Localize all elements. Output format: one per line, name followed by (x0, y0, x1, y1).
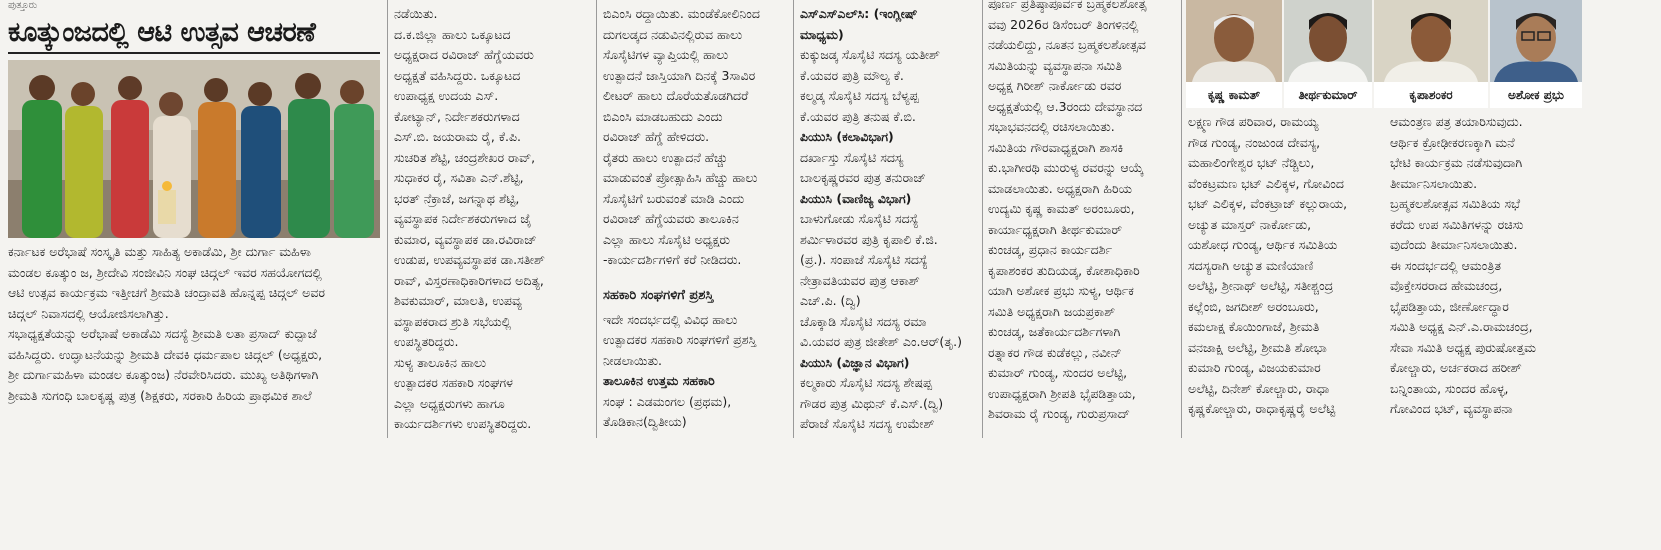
text-line: ಎಲ್ಲಾ ಹಾಲು ಸೊಸೈಟಿ ಅಧ್ಯಕ್ಷರು (603, 231, 731, 247)
text-line: ಕಾರ್ಯದರ್ಶಿಗಳು ಉಪಸ್ಥಿತರಿದ್ದರು. (394, 416, 532, 431)
text-line: ಸಮಿತಿ ಅಧ್ಯಕ್ಷರಾಗಿ ಜಯಪ್ರಕಾಶ್ (988, 303, 1116, 319)
text-line: ನೇತ್ರಾವತಿಯವರ ಪುತ್ರ ಆಕಾಶ್ (800, 272, 920, 288)
text-line: ಭರತ್ ನೆಕ್ರಾಜೆ, ಜಗನ್ನಾಥ ಶೆಟ್ಟಿ, (394, 190, 520, 206)
person-photo (1374, 0, 1488, 82)
text-line: ಕೃಪಾಶಂಕರ ತುದಿಯಡ್ಕ, ಕೋಶಾಧಿಕಾರಿ (988, 262, 1140, 278)
column-4 (800, 4, 978, 442)
text-line: ಸುಚರಿತ ಶೆಟ್ಟಿ, ಚಂದ್ರಶೇಖರ ರಾವ್, (394, 149, 536, 165)
text-line: ತಾಲೂಕಿನ ಉತ್ತಮ ಸಹಕಾರಿ (603, 373, 715, 388)
text-line: ಮಾಡಲಾಯಿತು. ಅಧ್ಯಕ್ಷರಾಗಿ ಹಿರಿಯ (988, 180, 1132, 196)
text-line: ರಾವ್, ವಿಸ್ತರಣಾಧಿಕಾರಿಗಳಾದ ಅದಿತ್ಯ, (394, 272, 544, 288)
text-line: ಸುಧಾಕರ ರೈ, ಸವಿತಾ ಎನ್.ಶೆಟ್ಟಿ, (394, 170, 524, 185)
subheading: ಸಹಕಾರಿ ಸಂಘಗಳಿಗೆ ಪ್ರಶಸ್ತಿ (603, 287, 714, 303)
text-line: ಯಾಗಿ ಅಶೋಕ ಪ್ರಭು ಸುಳ್ಯ, ಆರ್ಥಿಕ (988, 283, 1134, 298)
text-line: ಸಭಾಭವನದಲ್ಲಿ ರಚಿಸಲಾಯಿತು. (988, 119, 1115, 134)
text-line: ಶಿವರಾಮ ರೈ ಗುಂಡ್ಯ, ಗುರುಪ್ರಸಾದ್ (988, 406, 1130, 421)
text-line: ವಸ್ಥಾಪಕರಾದ ಶ್ರುತಿ ಸಭೆಯಲ್ಲಿ (394, 313, 512, 329)
text-line: ಬಾಲಕೃಷ್ಣರವರ ಪುತ್ರ ತನುರಾಜ್ (800, 170, 926, 185)
text-line: ಅಲೆಟ್ಟಿ, ಶ್ರೀನಾಥ್ ಅಲೆಟ್ಟಿ, ಸತೀಶ್ಚಂದ್ರ (1188, 278, 1334, 293)
text-line: ವುದೆಂದು ತೀರ್ಮಾನಿಸಲಾಯಿತು. (1390, 237, 1518, 252)
column-divider (793, 0, 794, 438)
text-line: ಅಚ್ಯುತ ಮಾಸ್ತರ್ ನಾರ್ಕೋಡು, (1188, 216, 1312, 232)
headline-underline (8, 52, 380, 54)
text-line: ಅಧ್ಯಕ್ಷತೆಯಲ್ಲಿ ಆ.3ರಂದು ದೇವಸ್ಥಾನದ (988, 98, 1143, 114)
portrait (1186, 0, 1282, 108)
text-line: ದುಗಲಡ್ಕದ ನಡುವಿನಲ್ಲಿರುವ ಹಾಲು (603, 26, 743, 42)
text-line: ಉದ್ಯಮಿ ಕೃಷ್ಣ ಕಾಮತ್ ಅರಂಬೂರು, (988, 201, 1135, 216)
text-line: ವೊಕ್ತೇಸರರಾದ ಹೇಮಚಂದ್ರ, (1390, 278, 1503, 293)
text-line: ರತ್ನಾಕರ ಗೌಡ ಕುಡೆಕಲ್ಲು, ನವೀನ್ (988, 344, 1122, 360)
portrait-caption: ಕೃಷ್ಣ ಕಾಮತ್ (1186, 82, 1282, 108)
text-line: ಸೇವಾ ಸಮಿತಿ ಅಧ್ಯಕ್ಷ ಪುರುಷೋತ್ತಮ (1390, 339, 1537, 355)
article-kootkunja (8, 0, 380, 438)
text-line: ಗೌಡರ ಪುತ್ರ ಮಿಥುನ್ ಕೆ.ಎಸ್.(ದ್ವಿ) (800, 395, 944, 411)
text-line: ಪೂರ್ಣ ಪ್ರತಿಷ್ಠಾಪೂರ್ವಕ ಬ್ರಹ್ಮಕಲಶೋತ್ಸ (988, 0, 1147, 11)
text-line: ಪಿಯುಸಿ (ವಾಣಿಜ್ಯ ವಿಭಾಗ) (800, 190, 912, 206)
text-line: ಕು.ಭಾಗೀರಥಿ ಮುರುಳ್ಯ ರವರನ್ನು ಆಯ್ಕೆ (988, 160, 1144, 175)
text-line: ಕಲ್ಲೆಂಬಿ, ಜಗದೀಶ್ ಅರಂಬೂರು, (1188, 298, 1319, 314)
text-line: ಸಭಾಧ್ಯಕ್ಷತೆಯನ್ನು ಅರೆಭಾಷೆ ಅಕಾಡೆಮಿ ಸದಸ್ಯೆ ಶ್ರೀಮತಿ ಲತಾ ಪ್ರಸಾದ್ ಕುದ್ಪಾಜೆ (8, 326, 317, 341)
text-line: ತೊಡಿಕಾನ(ದ್ವಿತೀಯ) (603, 414, 687, 429)
text-line: ಶ್ರೀ ದುರ್ಗಾಮಹಿಳಾ ಮಂಡಲ ಕೂತ್ಕುಂಜ) ನೆರವೇರಿಸಿದರು. ಮುಖ್ಯ ಅತಿಥಿಗಳಾಗಿ (8, 367, 319, 382)
person-photo (1490, 0, 1582, 82)
text-line: ಅಲೆಟ್ಟಿ, ದಿನೇಶ್ ಕೋಲ್ಚಾರು, ರಾಧಾ (1188, 380, 1330, 396)
text-line: ಬಿಎಂಸಿ ಮಾಡಬಹುದು ಎಂದು (603, 108, 723, 124)
text-line: ತೀರ್ಮಾನಿಸಲಾಯಿತು. (1390, 175, 1478, 191)
text-line: ಅಧ್ಯಕ್ಷತೆ ವಹಿಸಿದ್ದರು. ಒಕ್ಕೂಟದ (394, 67, 521, 83)
text-line: ಲಕ್ಷ್ಮಣ ಗೌಡ ಪರಿವಾರ, ರಾಮಯ್ಯ (1188, 114, 1319, 129)
text-line: (ಪ್ರ.). ಸಂಪಾಜೆ ಸೊಸೈಟಿ ಸದಸ್ಯೆ (800, 252, 928, 267)
column-7 (1390, 112, 1656, 550)
text-line: ರವಿರಾಜ್ ಹೆಗ್ಡೆ ಹೇಳಿದರು. (603, 129, 710, 144)
column-divider (1181, 0, 1182, 438)
column-divider (387, 0, 388, 438)
column-3 (603, 4, 789, 442)
text-line: ವೆಂಕಟ್ರಮಣ ಭಟ್ ಎಲಿಕ್ಕಳ, ಗೋವಿಂದ (1188, 175, 1344, 191)
text-line: ವಿ.ಯವರ ಪುತ್ರ ಜೀತೇಶ್ ಎಂ.ಆರ್(ತೃ.) (800, 334, 962, 349)
person-photo (1186, 0, 1282, 82)
text-line: ಉಪಾಧ್ಯಕ್ಷರಾಗಿ ಶ್ರೀಪತಿ ಭೈಪಡಿತ್ತಾಯ, (988, 385, 1136, 401)
text-line: ಭಟ್ ಎಲಿಕ್ಕಳ, ವೆಂಕಟ್ರಾಜ್ ಕಲ್ಲುರಾಯ, (1188, 196, 1348, 211)
text-line: ವ್ಯವಸ್ಥಾಪಕ ನಿರ್ದೇಶಕರುಗಳಾದ ಜೈ (394, 211, 532, 226)
text-line: -ಕಾರ್ಯದರ್ಶಿಗಳಿಗೆ ಕರೆ ನೀಡಿದರು. (603, 252, 742, 267)
event-photo (8, 60, 380, 238)
text-line: ಎಸ್.ಬಿ. ಜಯರಾಮ ರೈ, ಕೆ.ಪಿ. (394, 129, 521, 144)
text-line: ಕೋಲ್ಚಾರು, ಅರ್ಚಕರಾದ ಹರೀಶ್ (1390, 360, 1522, 375)
headline: ಕೂತ್ಕುಂಜದಲ್ಲಿ ಆಟಿ ಉತ್ಸವ ಆಚರಣೆ (8, 17, 316, 48)
text-line: ರೈತರು ಹಾಲು ಉತ್ಪಾದನೆ ಹೆಚ್ಚು (603, 149, 728, 165)
text-line: ಕಲ್ಮಡ್ಕ ಸೊಸೈಟಿ ಸದಸ್ಯ ಬೆಳ್ಯಪ್ಪ (800, 88, 919, 103)
text-line: ವಹಿಸಿದ್ದರು. ಉದ್ಘಾಟನೆಯನ್ನು ಶ್ರೀಮತಿ ದೇವಕಿ ಧರ್ಮಪಾಲ ಚಿದ್ಗಲ್ (ಅಧ್ಯಕ್ಷರು, (8, 346, 323, 362)
text-line: ಸೊಸೈಟಿಗಳ ವ್ಯಾಪ್ತಿಯಲ್ಲಿ ಹಾಲು (603, 47, 729, 62)
text-line: ಉಪಾಧ್ಯಕ್ಷ ಉದಯ ಎಸ್. (394, 88, 499, 103)
text-line: ಶಿವಕುಮಾರ್, ಮಾಲತಿ, ಉಪವ್ಯ (394, 293, 522, 308)
text-line: ಲೀಟರ್ ಹಾಲು ದೊರೆಯತೊಡಗಿದರೆ (603, 88, 749, 103)
text-line: ಸಮಿತಿಯ ಗೌರವಾಧ್ಯಕ್ಷರಾಗಿ ಶಾಸಕಿ (988, 139, 1124, 155)
text-line: ಸಮಿತಿ ಅಧ್ಯಕ್ಷ ಎನ್.ಎ.ರಾಮಚಂದ್ರ, (1390, 319, 1533, 334)
text-line: ಅಧ್ಯಕ್ಷ ಗಿರೀಶ್ ನಾರ್ಕೋಡು ರವರ (988, 78, 1122, 93)
text-line: ದ.ಕ.ಜಿಲ್ಲಾ ಹಾಲು ಒಕ್ಕೂಟದ (394, 26, 511, 42)
portrait-caption: ಅಶೋಕ ಪ್ರಭು (1490, 82, 1582, 108)
text-line: ಆಮಂತ್ರಣ ಪತ್ರ ತಯಾರಿಸುವುದು. (1390, 114, 1523, 129)
text-line: ಶರ್ಮಿಳಾರವರ ಪುತ್ರಿ ಕೃಪಾಲಿ ಕೆ.ಜಿ. (800, 231, 938, 247)
text-line: ಗೋವಿಂದ ಭಟ್, ವ್ಯವಸ್ಥಾಪನಾ (1390, 401, 1513, 416)
text-line: ಸುಳ್ಯ ತಾಲೂಕಿನ ಹಾಲು (394, 354, 487, 370)
portrait (1284, 0, 1372, 108)
text-line: ಕೃಷ್ಣಕೋಲ್ಚಾರು, ರಾಧಾಕೃಷ್ಣರೈ ಅಲೆಟ್ಟಿ (1188, 401, 1336, 416)
text-line: ಉಪಸ್ಥಿತರಿದ್ದರು. (394, 334, 459, 349)
text-line: ರವಿರಾಜ್ ಹೆಗ್ಡೆಯವರು ತಾಲೂಕಿನ (603, 211, 739, 226)
text-line: ದರ್ಖಾಸ್ತು ಸೊಸೈಟಿ ಸದಸ್ಯ (800, 149, 904, 165)
text-line: ಮಾಧ್ಯಮ) (800, 26, 844, 42)
text-line: ನಡೆಯಿತು. (394, 6, 438, 21)
portrait-strip (1186, 0, 1661, 110)
text-line: ಉತ್ಪಾದನೆ ಜಾಸ್ತಿಯಾಗಿ ದಿನಕ್ಕೆ 3ಸಾವಿರ (603, 67, 756, 83)
text-line: ಬನ್ನಿಂತಾಯ, ಸುಂದರ ಹೊಳ್ಳ, (1390, 380, 1509, 396)
text-line: ಆರ್ಥಿಕ ಕ್ರೋಢೀಕರಣಕ್ಕಾಗಿ ಮನೆ (1390, 134, 1515, 150)
text-line: ಚೊಕ್ಕಾಡಿ ಸೊಸೈಟಿ ಸದಸ್ಯ ರಮಾ (800, 313, 927, 329)
text-line: ಎಸ್‌ಎಸ್‌ಎಲ್‌ಸಿ: (ಇಂಗ್ಲೀಷ್ (800, 6, 918, 21)
text-line: ಯಶೋಧ ಗುಂಡ್ಯ, ಆರ್ಥಿಕ ಸಮಿತಿಯ (1188, 237, 1338, 252)
text-line: ಸೊಸೈಟಿಗೆ ಬರುವಂತೆ ಮಾಡಿ ಎಂದು (603, 190, 745, 206)
text-line: ಸಂಘ : ಎಡಮಂಗಲ (ಪ್ರಥಮ), (603, 393, 732, 409)
text-line: ಮಂಡಲ ಕೂತ್ಕುಂ ಜ, ಶ್ರೀದೇವಿ ಸಂಜೀವಿನಿ ಸಂಘ ಚಿದ್ಗಲ್ ಇವರ ಸಹಯೋಗದಲ್ಲಿ (8, 264, 322, 280)
text-line: ನಡೆಯಲಿದ್ದು, ನೂತನ ಬ್ರಹ್ಮಕಲಶೋತ್ಸವ (988, 37, 1146, 52)
text-line: ಭೈಪಡಿತ್ತಾಯ, ಜೀರ್ಣೋದ್ಧಾರ (1390, 298, 1509, 314)
person-photo (1284, 0, 1372, 82)
text-line: ಎಚ್.ಪಿ. (ದ್ವಿ) (800, 293, 861, 308)
column-5 (988, 0, 1176, 432)
text-line: ಎಲ್ಲಾ ಅಧ್ಯಕ್ಷರುಗಳು ಹಾಗೂ (394, 395, 505, 411)
text-line: ಕುಂಚಡ್ಕ, ಪ್ರಧಾನ ಕಾರ್ಯದರ್ಶಿ (988, 242, 1113, 257)
text-line: ಕೆ.ಯವರ ಪುತ್ರಿ ಮೌಲ್ಯ ಕೆ. (800, 67, 904, 83)
text-line: ಕಲ್ಮಕಾರು ಸೊಸೈಟಿ ಸದಸ್ಯ ಶೇಷಪ್ಪ (800, 375, 932, 390)
text-line: ಕುಂಚಡ್ಕ, ಜತೆಕಾರ್ಯದರ್ಶಿಗಳಾಗಿ (988, 324, 1121, 339)
text-line: ಕಾರ್ಯಾಧ್ಯಕ್ಷರಾಗಿ ತೀರ್ಥಕುಮಾರ್ (988, 221, 1123, 237)
column-6 (1188, 112, 1384, 550)
text-line: ಕುಮಾರ, ವ್ಯವಸ್ಥಾಪಕ ಡಾ.ರವಿರಾಜ್ (394, 231, 537, 247)
text-line: ನೀಡಲಾಯಿತು. (603, 352, 663, 368)
text-line: ಕೋಟ್ಯಾನ್, ನಿರ್ದೇಶಕರುಗಳಾದ (394, 108, 520, 124)
text-line: ಶ್ರೀಮತಿ ಸುಗಂಧಿ ಬಾಲಕೃಷ್ಣ ಪುತ್ರ (ಶಿಕ್ಷಕರು, ಸರಕಾರಿ ಹಿರಿಯ ಪ್ರಾಥಮಿಕ ಶಾಲೆ (8, 387, 312, 403)
text-line: ಇದೇ ಸಂದರ್ಭದಲ್ಲಿ ವಿವಿಧ ಹಾಲು (603, 311, 738, 327)
dateline: ಪುತ್ತೂರು (8, 0, 38, 11)
text-line: ಉತ್ಪಾದಕರ ಸಹಕಾರಿ ಸಂಘಗಳ (394, 375, 513, 390)
text-line: ಕುಮಾರ್ ಗುಂಡ್ಯ, ಸುಂದರ ಅಲೆಟ್ಟಿ, (988, 365, 1128, 380)
text-line: ಚಿದ್ಗಲ್ ನಿವಾಸದಲ್ಲಿ ಆಯೋಜಿಸಲಾಗಿತ್ತು. (8, 305, 169, 321)
text-line: ಗೌಡ ಗುಂಡ್ಯ, ನಂಜುಂಡ ದೇವಸ್ಯ, (1188, 134, 1321, 150)
text-line: ಕರ್ನಾಟಕ ಅರೆಭಾಷೆ ಸಂಸ್ಕೃತಿ ಮತ್ತು ಸಾಹಿತ್ಯ ಅಕಾಡೆಮಿ, ಶ್ರೀ ದುರ್ಗಾ ಮಹಿಳಾ (8, 244, 311, 259)
text-line: ಕುಕ್ಕುಜಡ್ಕ ಸೊಸೈಟಿ ಸದಸ್ಯ ಯತೀಶ್ (800, 47, 940, 62)
portrait (1374, 0, 1488, 108)
text-line: ಮಾಡುವಂತೆ ಪ್ರೋತ್ಸಾಹಿಸಿ ಹೆಚ್ಚು ಹಾಲು (603, 170, 758, 185)
text-line: ಮಹಾಲಿಂಗೇಶ್ವರ ಭಟ್ ನೆಡ್ಚಿಲು, (1188, 155, 1315, 170)
portrait-caption: ತೀರ್ಥಕುಮಾರ್ (1284, 82, 1372, 108)
text-line: ಪಿಯುಸಿ (ವಿಜ್ಞಾನ ವಿಭಾಗ) (800, 354, 910, 370)
text-line: ಬಾಳುಗೋಡು ಸೊಸೈಟಿ ಸದಸ್ಯೆ (800, 211, 919, 226)
text-line: ಉತ್ಪಾದಕರ ಸಹಕಾರಿ ಸಂಘಗಳಿಗೆ ಪ್ರಶಸ್ತಿ (603, 332, 757, 347)
text-line: ಉಡುಪ, ಉಪವ್ಯವಸ್ಥಾಪಕ ಡಾ.ಸತೀಶ್ (394, 252, 545, 267)
text-line: ಅಧ್ಯಕ್ಷರಾದ ರವಿರಾಜ್ ಹೆಗ್ಡೆಯವರು (394, 47, 534, 62)
column-2 (394, 4, 590, 442)
text-line: ಕಮಲಾಕ್ಷ ಕೊಯಿಂಗಾಜೆ, ಶ್ರೀಮತಿ (1188, 319, 1320, 334)
text-line: ಸದಸ್ಯರಾಗಿ ಅಚ್ಯುತ ಮಣಿಯಾಣಿ (1188, 257, 1314, 273)
text-line: ಸಮಿತಿಯನ್ನು ವ್ಯವಸ್ಥಾಪನಾ ಸಮಿತಿ (988, 57, 1122, 73)
column-divider (596, 0, 597, 438)
text-line: ವವು 2026ರ ಡಿಸೆಂಬರ್ ತಿಂಗಳಿನಲ್ಲಿ (988, 16, 1139, 32)
text-line: ಭೇಟಿ ಕಾರ್ಯಕ್ರಮ ನಡೆಸುವುದಾಗಿ (1390, 155, 1523, 170)
text-line: ಪಿಯುಸಿ (ಕಲಾವಿಭಾಗ) (800, 129, 894, 144)
text-line: ಕರೆದು ಉಪ ಸಮಿತಿಗಳನ್ನು ರಚಿಸು (1390, 216, 1524, 232)
portrait-caption: ಕೃಪಾಶಂಕರ (1374, 82, 1488, 108)
text-line: ಕುಮಾರಿ ಗುಂಡ್ಯ, ವಿಜಯಕುಮಾರ (1188, 360, 1321, 375)
text-line: ಕೆ.ಯವರ ಪುತ್ರಿ ತನುಷ ಕೆ.ಬಿ. (800, 108, 916, 124)
portrait (1490, 0, 1582, 108)
column-divider (982, 0, 983, 438)
text-line: ಬಿಎಂಸಿ ರದ್ದಾಯಿತು. ಮಂಡೆಕೋಲಿನಿಂದ (603, 6, 760, 21)
text-line: ಬ್ರಹ್ಮಕಲಶೋತ್ಸವ ಸಮಿತಿಯ ಸಭೆ (1390, 196, 1521, 211)
text-line: ಈ ಸಂದರ್ಭದಲ್ಲಿ ಆಮಂತ್ರಿತ (1390, 257, 1502, 273)
text-line: ಆಟಿ ಉತ್ಸವ ಕಾರ್ಯಕ್ರಮ ಇತ್ತೀಚಗೆ ಶ್ರೀಮತಿ ಚಂದ್ರಾವತಿ ಹೊನ್ನಪ್ಪ ಚಿದ್ಗಲ್ ಅವರ (8, 285, 326, 300)
text-line: ಪೆರಾಜೆ ಸೊಸೈಟಿ ಸದಸ್ಯ ಉಮೇಶ್ (800, 416, 935, 431)
text-line: ವನಜಾಕ್ಷಿ ಅಲೆಟ್ಟಿ, ಶ್ರೀಮತಿ ಶೋಭಾ (1188, 339, 1327, 355)
